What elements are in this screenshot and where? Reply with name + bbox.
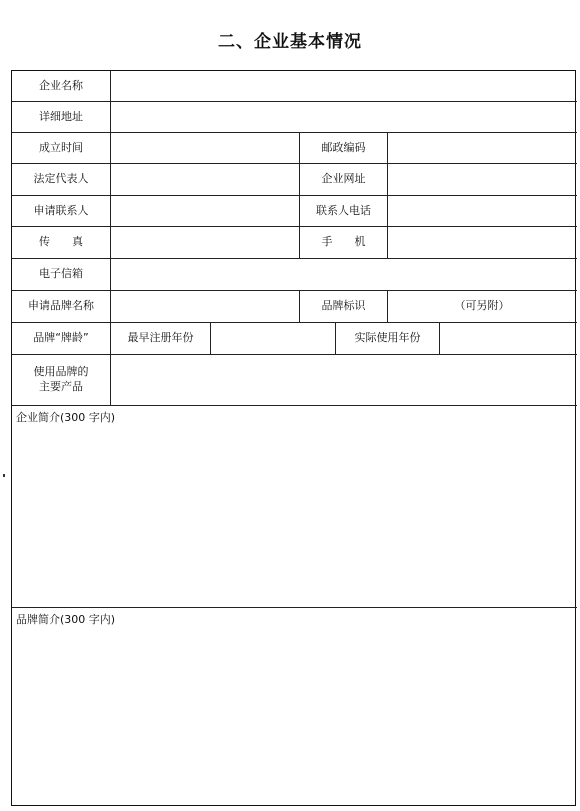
applicant-contact-field[interactable] xyxy=(111,196,299,226)
email-field[interactable] xyxy=(111,259,576,290)
postal-code-field[interactable] xyxy=(388,133,576,163)
label-actual-use-years: 实际使用年份 xyxy=(354,331,421,345)
actual-use-years-field[interactable] xyxy=(440,323,576,354)
main-products-field[interactable] xyxy=(111,355,576,405)
earliest-reg-year-field[interactable] xyxy=(211,323,335,354)
brand-intro-area[interactable] xyxy=(12,627,576,805)
label-contact-phone: 联系人电话 xyxy=(316,203,371,217)
label-main-products-line1: 使用品牌的 xyxy=(33,365,89,379)
label-postal-code: 邮政编码 xyxy=(321,140,366,154)
founded-field[interactable] xyxy=(111,133,299,163)
contact-phone-field[interactable] xyxy=(388,196,576,226)
company-name-field[interactable] xyxy=(111,71,576,101)
company-intro-area[interactable] xyxy=(12,425,576,606)
label-brand-age: 品牌“牌龄” xyxy=(33,331,89,345)
label-founded: 成立时间 xyxy=(39,140,83,154)
label-mobile: 手 机 xyxy=(321,235,366,249)
label-website: 企业网址 xyxy=(321,172,366,186)
company-info-form xyxy=(11,70,576,806)
label-company-name: 企业名称 xyxy=(39,78,83,92)
address-field[interactable] xyxy=(111,102,576,132)
label-company-intro: 企业简介(300 字内) xyxy=(16,411,116,424)
fax-field[interactable] xyxy=(111,227,299,258)
mobile-field[interactable] xyxy=(388,227,576,258)
label-main-products xyxy=(12,355,110,405)
label-brand-name: 申请品牌名称 xyxy=(28,299,94,313)
label-brand-logo: 品牌标识 xyxy=(321,299,366,313)
label-fax: 传 真 xyxy=(39,235,83,249)
label-legal-rep: 法定代表人 xyxy=(33,172,89,186)
label-email: 电子信箱 xyxy=(39,267,83,281)
label-address: 详细地址 xyxy=(39,109,83,123)
legal-rep-field[interactable] xyxy=(111,164,299,195)
page-title: 二、企业基本情况 xyxy=(218,32,362,52)
label-earliest-reg-year: 最早注册年份 xyxy=(127,331,194,345)
brand-logo-note[interactable]: （可另附） xyxy=(454,299,510,313)
label-applicant-contact: 申请联系人 xyxy=(33,203,89,217)
website-field[interactable] xyxy=(388,164,576,195)
brand-name-field[interactable] xyxy=(111,291,299,322)
scan-mark xyxy=(3,474,5,477)
label-main-products-line2: 主要产品 xyxy=(39,380,83,393)
label-brand-intro: 品牌简介(300 字内) xyxy=(16,613,116,626)
